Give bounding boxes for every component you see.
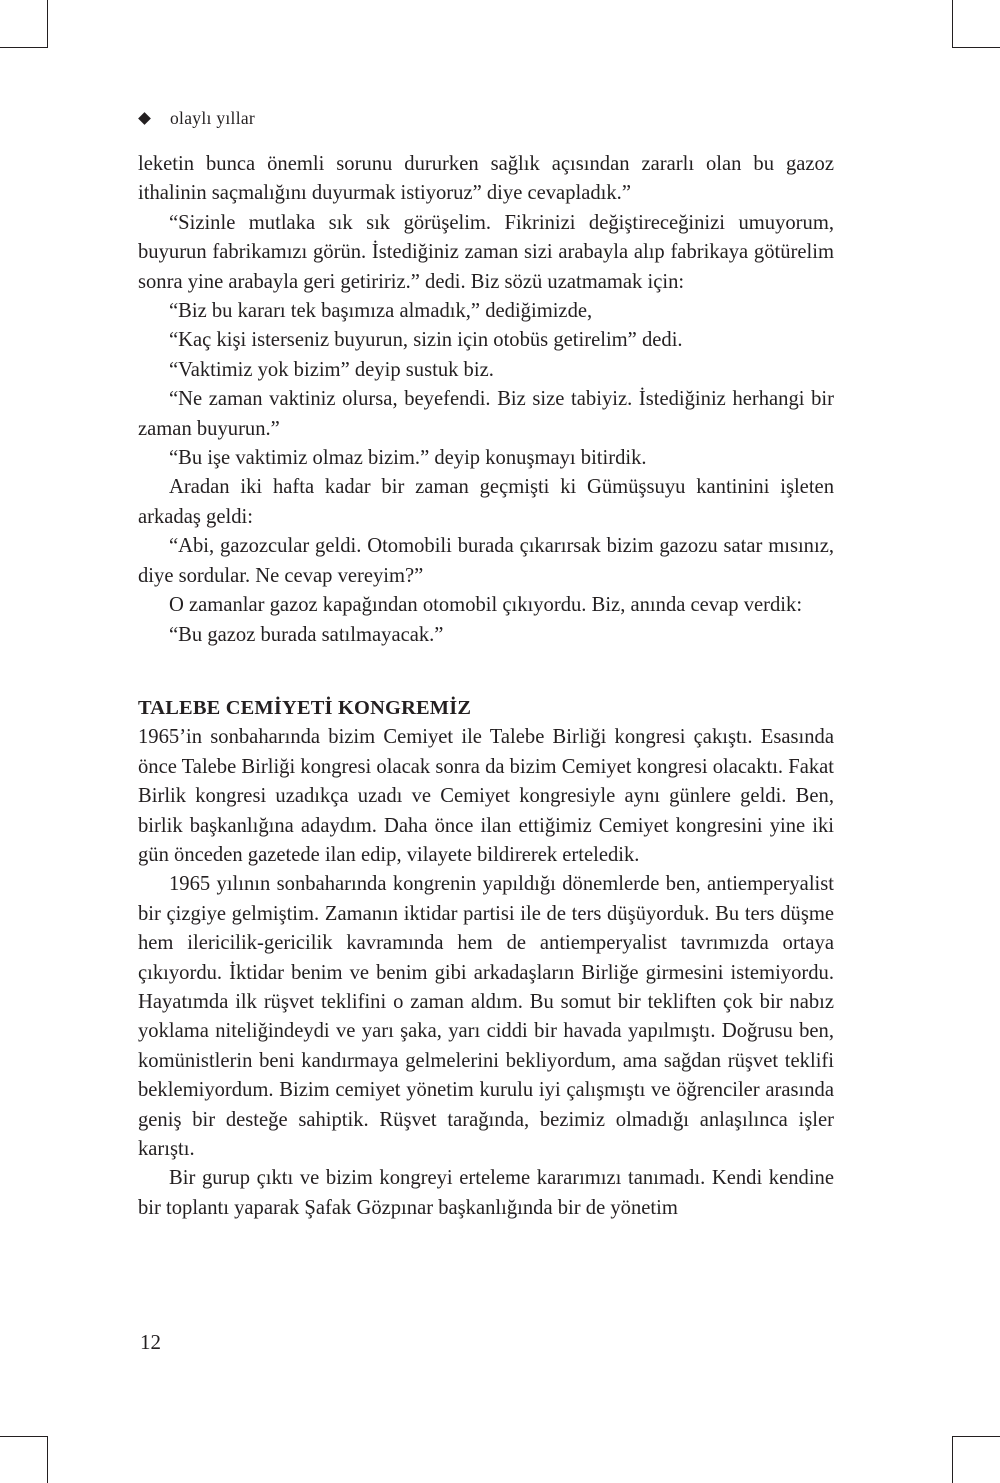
- paragraph: “Bu işe vaktimiz olmaz bizim.” deyip konuşmayı bitirdik.: [169, 447, 647, 470]
- paragraph: “Bu gazoz burada satılmayacak.”: [169, 623, 444, 646]
- paragraph: 1965’in sonbaharında bizim Cemiyet ile Talebe Birliği kongresi çakıştı. Esasında önce Talebe Birliği kongresi olacak sonra da bizim Cemiyet kongresi olacaktı. Fakat Birlik kongresi uzadıkça uzadı ve Cemiyet kongresiyle aynı günlere geldi. Ben, birlik başkanlığına adaydım. Daha önce ilan ettiğimiz Cemiyet kongresini yine iki gün önceden gazetede ilan edip, vilayete bildirerek erteledik.: [138, 726, 834, 866]
- crop-mark-top-left-horizontal: [0, 47, 48, 48]
- paragraph: “Ne zaman vaktiniz olursa, beyefendi. Biz size tabiyiz. İstediğiniz herhangi bir zaman buyurun.”: [138, 388, 834, 440]
- paragraph: Bir gurup çıktı ve bizim kongreyi erteleme kararımızı tanımadı. Kendi kendine bir toplantı yaparak Şafak Gözpınar başkanlığında bir de yönetim: [138, 1167, 834, 1219]
- diamond-icon: [138, 112, 151, 125]
- body-text: [138, 150, 834, 1223]
- crop-mark-top-left-vertical: [47, 0, 48, 48]
- crop-mark-bottom-right-vertical: [952, 1436, 953, 1483]
- paragraph: Aradan iki hafta kadar bir zaman geçmişti ki Gümüşsuyu kantinini işleten arkadaş geldi:: [138, 476, 834, 528]
- section-heading: TALEBE CEMİYETİ KONGREMİZ: [138, 696, 472, 719]
- paragraph: 1965 yılının sonbaharında kongrenin yapıldığı dönemlerde ben, antiemperyalist bir çizgiye gelmiştim. Zamanın iktidar partisi ile de ters düşüyorduk. Bu ters düşme hem ilericilik-gericilik kavramında hem de antiemperyalist tavrımızda ortaya çıkıyordu. İktidar benim ve benim gibi arkadaşların Birliğe girmesini istemiyordu. Hayatımda ilk rüşvet teklifini o zaman aldım. Bu somut bir tekliften çok bir nabız yoklama niteliğindeydi ve yarı şaka, yarı ciddi bir havada yapılmıştı. Doğrusu ben, komünistlerin beni kandırmaya gelmelerini bekliyordum, ama sağdan rüşvet teklifi beklemiyordum. Bizim cemiyet yönetim kurulu iyi çalışmıştı ve öğrenciler arasında geniş bir desteğe sahiptik. Rüşvet tarağında, bezimiz olmadığı anlaşılınca işler karıştı.: [138, 873, 834, 1160]
- paragraph: O zamanlar gazoz kapağından otomobil çıkıyordu. Biz, anında cevap verdik:: [169, 594, 803, 617]
- paragraph: “Abi, gazozcular geldi. Otomobili burada çıkarırsak bizim gazozu satar mısınız, diye sordular. Ne cevap vereyim?”: [138, 535, 834, 587]
- crop-mark-top-right-horizontal: [952, 47, 1000, 48]
- crop-mark-bottom-left-horizontal: [0, 1436, 48, 1437]
- paragraph: leketin bunca önemli sorunu dururken sağlık açısından zararlı olan bu gazoz ithalinin saçmalığını duyurmak istiyoruz” diye cevapladık.”: [138, 153, 834, 205]
- running-head: [140, 108, 255, 129]
- running-head-title: olaylı yıllar: [170, 108, 256, 128]
- paragraph: “Sizinle mutlaka sık sık görüşelim. Fikrinizi değiştireceğinizi umuyorum, buyurun fabrikamızı görün. İstediğiniz zaman sizi arabayla alıp fabrikaya götürelim sonra yine arabayla geri getiririz.” dedi. Biz sözü uzatmamak için:: [138, 211, 834, 293]
- paragraph: “Kaç kişi isterseniz buyurun, sizin için otobüs getirelim” dedi.: [169, 329, 683, 352]
- crop-mark-top-right-vertical: [952, 0, 953, 48]
- page-number: 12: [140, 1330, 161, 1354]
- paragraph: “Biz bu kararı tek başımıza almadık,” dediğimizde,: [169, 300, 593, 323]
- crop-mark-bottom-right-horizontal: [952, 1436, 1000, 1437]
- paragraph: “Vaktimiz yok bizim” deyip sustuk biz.: [169, 358, 494, 381]
- crop-mark-bottom-left-vertical: [47, 1436, 48, 1483]
